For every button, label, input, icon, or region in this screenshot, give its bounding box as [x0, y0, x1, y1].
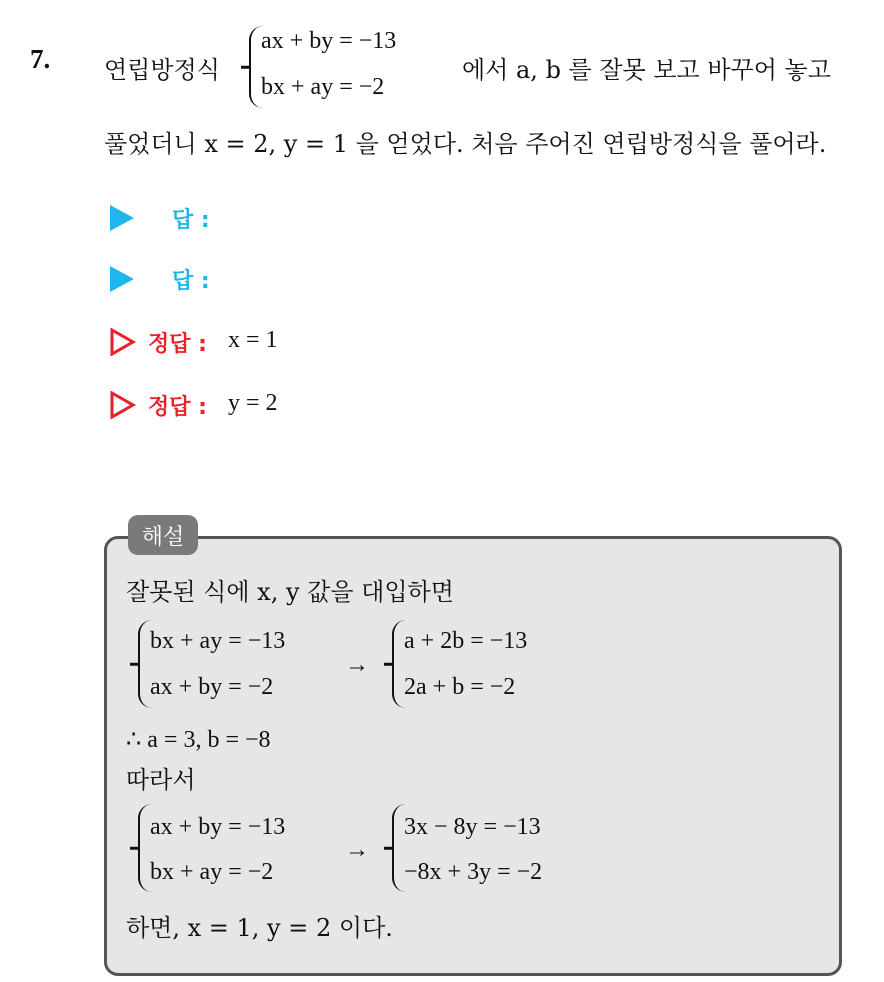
play-icon — [110, 205, 134, 231]
correct-answer-value-1: x = 1 — [228, 327, 278, 353]
play-icon — [110, 266, 134, 292]
outline-triangle-icon — [110, 328, 136, 356]
answer-label-1: 답 : — [172, 208, 210, 233]
conclusion-line: 하면, x = 1, y = 2 이다. — [126, 914, 393, 942]
sys2-right-eq1: 3x − 8y = −13 — [404, 814, 541, 840]
therefore-line: ∴ a = 3, b = −8 — [126, 727, 271, 753]
correct-answer-value-2: y = 2 — [228, 390, 278, 416]
problem-system-eq2: bx + ay = −2 — [261, 74, 385, 100]
problem-system-eq1: ax + by = −13 — [261, 28, 397, 54]
answer-label-2: 답 : — [172, 269, 210, 294]
problem-intro: 연립방정식 — [104, 56, 220, 84]
sys1-left-eq1: bx + ay = −13 — [150, 628, 286, 654]
problem-number: 7. — [30, 44, 51, 74]
problem-line2: 풀었더니 x = 2, y = 1 을 얻었다. 처음 주어진 연립방정식을 풀어라. — [104, 130, 827, 158]
sys2-right-eq2: −8x + 3y = −2 — [404, 859, 543, 885]
outline-triangle-icon — [110, 391, 136, 419]
sys1-left-eq2: ax + by = −2 — [150, 674, 274, 700]
ttaraseo-line: 따라서 — [126, 766, 196, 794]
correct-answer-label-1: 정답 : — [148, 332, 207, 357]
explanation-line1: 잘못된 식에 x, y 값을 대입하면 — [126, 578, 454, 606]
sys1-right-eq2: 2a + b = −2 — [404, 674, 516, 700]
sys2-arrow: → — [345, 837, 369, 863]
sys2-left-eq1: ax + by = −13 — [150, 814, 286, 840]
problem-line1-rest: 에서 a, b 를 잘못 보고 바꾸어 놓고 — [462, 56, 831, 84]
sys2-left-eq2: bx + ay = −2 — [150, 859, 274, 885]
explanation-tag: 해설 — [128, 515, 198, 555]
sys1-right-eq1: a + 2b = −13 — [404, 628, 528, 654]
sys1-arrow: → — [345, 652, 369, 678]
correct-answer-label-2: 정답 : — [148, 395, 207, 420]
